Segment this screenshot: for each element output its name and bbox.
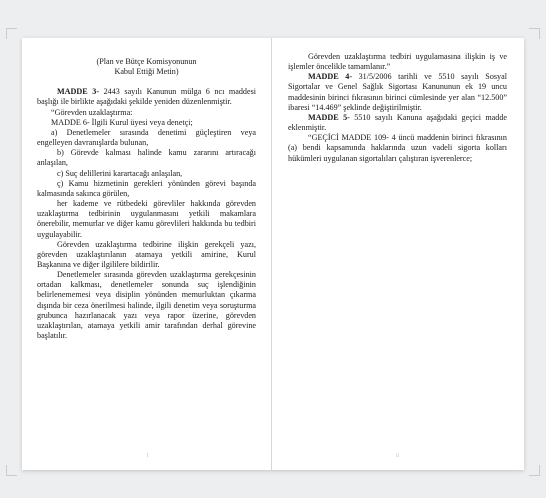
page-number: ii [396, 452, 400, 459]
paragraph: a) Denetlemeler sırasında denetimi güçleştiren veya engelleyen davranışlarda bulunan, [37, 127, 256, 148]
page-number: 1 [146, 452, 149, 459]
page-header-line-1: (Plan ve Bütçe Komisyonunun [96, 57, 197, 66]
paragraph: MADDE 6- İlgili Kurul üyesi veya denetçi; [51, 117, 193, 127]
paragraph: “Görevden uzaklaştırma: [51, 107, 133, 117]
article-heading: MADDE 4- [308, 72, 353, 82]
article-heading: MADDE 5- [308, 112, 350, 122]
article-3-paragraph: MADDE 3- 2443 sayılı Kanunun mülga 6 ncı maddesi başlığı ile birlikte aşağıdaki şekilde yeniden düzenlenmiştir. [37, 87, 256, 107]
document-spread [22, 38, 524, 470]
paragraph: her kademe ve rütbedeki görevliler hakkında görevden uzaklaştırma tedbirinin uygulanmasını yetkili makamlara önerebilir, memurlar ve diğer kamu görevlileri hakkında bu tedbiri uygulayabilir. [37, 199, 256, 239]
crop-mark-top-left [6, 28, 17, 39]
article-5-paragraph: MADDE 5- 5510 sayılı Kanuna aşağıdaki geçici madde eklenmiştir. [288, 112, 507, 133]
crop-mark-bottom-left [6, 465, 17, 476]
paragraph: b) Görevde kalması halinde kamu zararını artıracağı anlaşılan, [37, 148, 256, 168]
paragraph: Görevden uzaklaştırma tedbiri uygulamasına ilişkin iş ve işlemler öncelikle tamamlanır.” [288, 52, 507, 72]
paragraph: Görevden uzaklaştırma tedbirine ilişkin gerekçeli yazı, görevden uzaklaştırılanın atamaya yetkili amirine, Kurul Başkanına ve diğer ilgililere bildirilir. [37, 239, 256, 269]
article-4-paragraph: MADDE 4- 31/5/2006 tarihli ve 5510 sayılı Sosyal Sigortalar ve Genel Sağlık Sigortası Kanununun ek 19 uncu maddesinin birinci fıkrasının birinci cümlesinde yer alan “12.500” ibaresi “14.469” şeklinde değiştirilmiştir. [288, 72, 507, 112]
crop-mark-bottom-right [529, 465, 540, 476]
article-heading: MADDE 3- [57, 87, 100, 97]
paragraph: “GEÇİCİ MADDE 109- 4 üncü maddenin birinci fıkrasının (a) bendi kapsamında haklarında uzun vadeli sigorta kolları hükümleri uygulanan sigortalıları çalıştıran işverenlerce; [288, 133, 507, 163]
paragraph: ç) Kamu hizmetinin gerekleri yönünden görevi başında kalmasında sakınca görülen, [37, 178, 256, 198]
paragraph: c) Suç delillerini karartacağı anlaşılan, [57, 168, 183, 178]
crop-mark-top-right [529, 28, 540, 39]
left-page [22, 38, 272, 470]
right-page [272, 38, 523, 470]
paragraph: Denetlemeler sırasında görevden uzaklaştırma gerekçesinin ortadan kalkması, denetlemeler sonunda suç işlendiğinin belirlenememesi veya disiplin yönünden memurluktan çıkarma dışında bir ceza önerilmesi halinde, ilgili denetim veya soruşturma grubunca hazırlanacak yazı veya rapor üzerine, görevden uzaklaştırılan, atamaya yetkili amir tarafından derhal görevine başlatılır. [37, 270, 256, 341]
page-header-line-2: Kabul Ettiği Metin) [114, 67, 179, 77]
